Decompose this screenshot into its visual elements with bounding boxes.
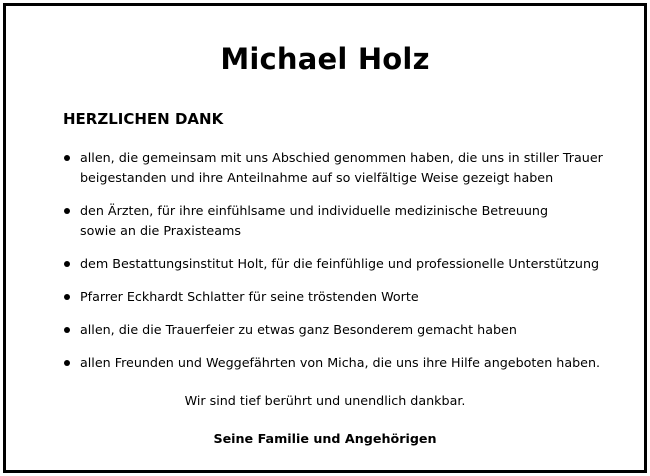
bullet-icon bbox=[64, 294, 70, 300]
list-item bbox=[63, 201, 623, 241]
signature: Seine Familie und Angehörigen bbox=[213, 431, 437, 446]
list-item bbox=[63, 353, 623, 373]
list-item-line: Pfarrer Eckhardt Schlatter für seine tröstenden Worte bbox=[80, 289, 419, 304]
deceased-name-title: Michael Holz bbox=[220, 42, 430, 76]
list-item bbox=[63, 148, 623, 188]
thanks-list bbox=[63, 148, 623, 386]
list-item-line: sowie an die Praxisteams bbox=[80, 223, 241, 238]
list-item-line: allen Freunden und Weggefährten von Micha, die uns ihre Hilfe angeboten haben. bbox=[80, 355, 601, 370]
list-item-line: allen, die gemeinsam mit uns Abschied genommen haben, die uns in stiller Trauer bbox=[80, 150, 603, 165]
list-item-line: den Ärzten, für ihre einfühlsame und individuelle medizinische Betreuung bbox=[80, 203, 549, 218]
closing-statement: Wir sind tief berührt und unendlich dankbar. bbox=[184, 393, 466, 408]
bullet-icon bbox=[64, 261, 70, 267]
section-heading: HERZLICHEN DANK bbox=[63, 110, 224, 128]
thank-you-card bbox=[3, 3, 647, 473]
list-item bbox=[63, 287, 623, 307]
bullet-icon bbox=[64, 155, 70, 161]
bullet-icon bbox=[64, 327, 70, 333]
list-item bbox=[63, 254, 623, 274]
bullet-icon bbox=[64, 360, 70, 366]
list-item-line: allen, die die Trauerfeier zu etwas ganz Besonderem gemacht haben bbox=[80, 322, 517, 337]
bullet-icon bbox=[64, 208, 70, 214]
list-item-line: dem Bestattungsinstitut Holt, für die feinfühlige und professionelle Unterstützung bbox=[80, 256, 600, 271]
list-item bbox=[63, 320, 623, 340]
list-item-line: beigestanden und ihre Anteilnahme auf so vielfältige Weise gezeigt haben bbox=[80, 170, 554, 185]
